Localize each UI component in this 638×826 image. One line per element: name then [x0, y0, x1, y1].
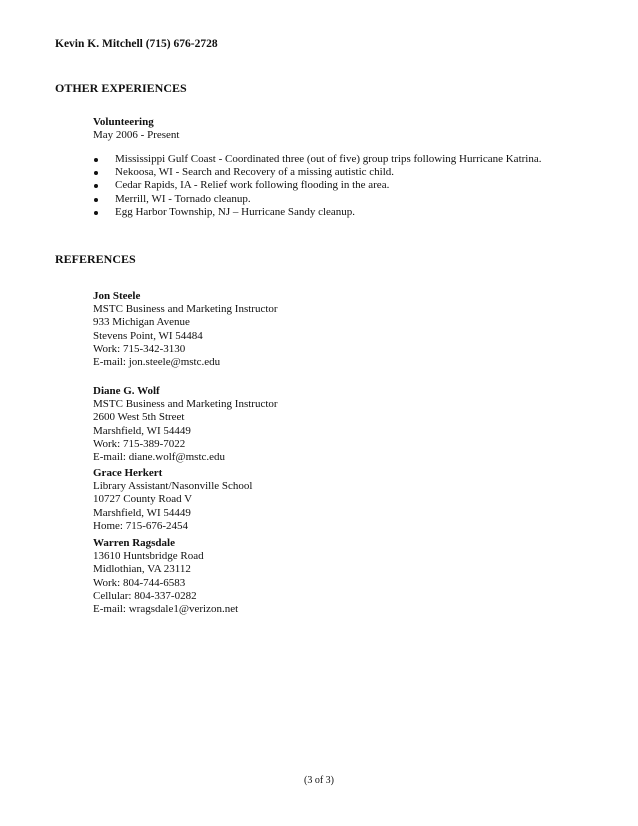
- reference-entry: [93, 385, 278, 464]
- reference-entry: [93, 537, 238, 616]
- reference-line: 10727 County Road V: [93, 493, 193, 506]
- other-experiences-heading: OTHER EXPERIENCES: [55, 81, 187, 95]
- list-item: [93, 179, 541, 192]
- list-item-text: Merrill, WI - Tornado cleanup.: [115, 192, 251, 205]
- reference-line: Stevens Point, WI 54484: [93, 329, 203, 342]
- reference-line: Home: 715-676-2454: [93, 519, 189, 532]
- list-item-text: Egg Harbor Township, NJ – Hurricane Sandy cleanup.: [115, 205, 356, 218]
- reference-line: Work: 715-342-3130: [93, 342, 186, 355]
- bullet-icon: [94, 184, 98, 188]
- reference-entry: [93, 467, 252, 533]
- list-item-text: Cedar Rapids, IA - Relief work following flooding in the area.: [115, 179, 390, 192]
- reference-entry: [93, 290, 278, 369]
- list-item-text: Nekoosa, WI - Search and Recovery of a missing autistic child.: [115, 166, 394, 179]
- reference-line: 13610 Huntsbridge Road: [93, 550, 204, 563]
- list-item-text: Mississippi Gulf Coast - Coordinated three (out of five) group trips following Hurricane Katrina.: [115, 153, 542, 165]
- references-heading: REFERENCES: [55, 252, 136, 266]
- reference-line: Work: 804-744-6583: [93, 576, 186, 589]
- list-item: [93, 153, 541, 166]
- reference-name: Jon Steele: [93, 290, 141, 302]
- bullet-icon: [94, 171, 98, 175]
- reference-name: Diane G. Wolf: [93, 385, 160, 397]
- list-item: [93, 206, 541, 219]
- volunteering-list: [93, 153, 541, 219]
- reference-line: Marshfield, WI 54449: [93, 506, 191, 519]
- page-number: (3 of 3): [304, 775, 334, 786]
- reference-line: MSTC Business and Marketing Instructor: [93, 303, 278, 316]
- reference-line: Work: 715-389-7022: [93, 437, 186, 450]
- reference-name: Warren Ragsdale: [93, 537, 175, 549]
- volunteering-dates: May 2006 - Present: [93, 129, 180, 142]
- list-item: [93, 166, 541, 179]
- reference-line: E-mail: diane.wolf@mstc.edu: [93, 451, 226, 464]
- bullet-icon: [94, 198, 98, 202]
- reference-line: E-mail: wragsdale1@verizon.net: [93, 603, 239, 616]
- reference-line: 2600 West 5th Street: [93, 411, 185, 424]
- reference-line: 933 Michigan Avenue: [93, 316, 190, 329]
- volunteering-role: Volunteering: [93, 116, 154, 128]
- reference-name: Grace Herkert: [93, 467, 163, 479]
- reference-line: Cellular: 804-337-0282: [93, 589, 197, 602]
- list-item: [93, 193, 541, 206]
- reference-line: Marshfield, WI 54449: [93, 424, 191, 437]
- reference-line: MSTC Business and Marketing Instructor: [93, 398, 278, 411]
- reference-line: Midlothian, VA 23112: [93, 563, 191, 576]
- reference-line: Library Assistant/Nasonville School: [93, 480, 253, 493]
- bullet-icon: [94, 158, 98, 162]
- bullet-icon: [94, 211, 98, 215]
- volunteering-entry: [93, 116, 179, 142]
- resume-header: Kevin K. Mitchell (715) 676-2728: [55, 38, 218, 50]
- reference-line: E-mail: jon.steele@mstc.edu: [93, 356, 221, 369]
